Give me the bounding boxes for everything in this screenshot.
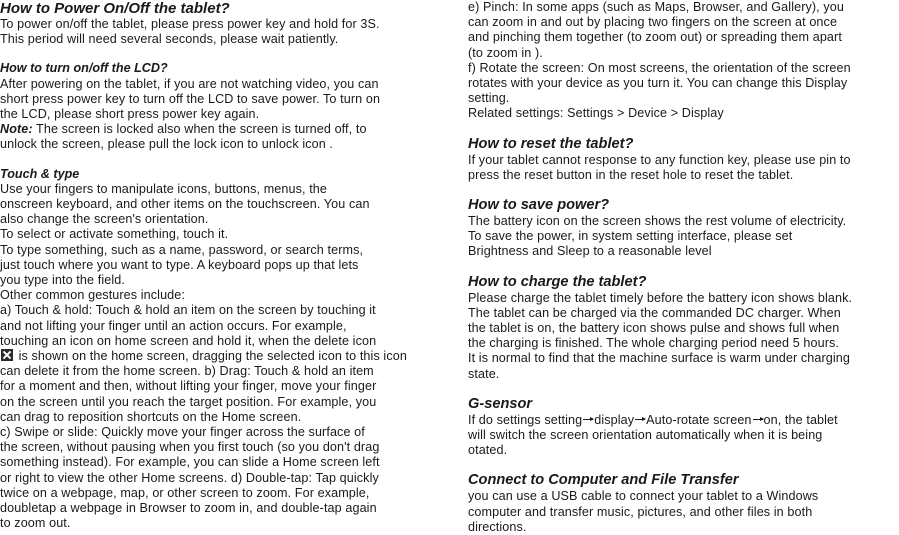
save-line: The battery icon on the screen shows the rest volume of electricity. [468,214,847,229]
reset-line: press the reset button in the reset hole to reset the tablet. [468,167,794,182]
touch-line: or right to view the other Home screens. d) Double-tap: Tap quickly [0,470,379,485]
note-text-2: unlock the screen, please pull the lock icon to unlock icon . [0,137,334,152]
lcd-heading: How to turn on/off the LCD? [0,61,168,76]
gsensor-part: Auto-rotate screen [646,412,752,427]
charge-line: the tablet is on, the battery icon shows pulse and shows full when [468,321,840,336]
gsensor-part: on, the tablet [763,412,838,427]
touch-line: can delete it from the home screen. b) Drag: Touch & hold an item [0,364,374,379]
arrow-right-icon [753,419,763,420]
touch-line: for a moment and then, without lifting your finger, move your finger [0,379,377,394]
delete-icon-line [0,349,432,364]
lcd-text-2: short press power key to turn off the LCD to save power. To turn on [0,91,381,106]
gsensor-part: display [594,412,635,427]
delete-line-text: is shown on the home screen, dragging the selected icon to this icon [15,349,407,364]
connect-line: directions. [468,519,527,534]
reset-line: If your tablet cannot response to any function key, please use pin to [468,152,851,167]
touch-line: Use your fingers to manipulate icons, buttons, menus, the [0,181,328,196]
rotate-line: f) Rotate the screen: On most screens, the orientation of the screen [468,60,851,75]
touch-line: you type into the field. [0,273,125,288]
touch-line: and not lifting your finger until an action occurs. For example, [0,318,347,333]
connect-heading: Connect to Computer and File Transfer [468,472,739,489]
save-line: To save the power, in system setting interface, please set [468,229,793,244]
gsensor-line-1 [468,413,899,428]
note-line-1 [0,122,432,137]
gsensor-part: If do settings setting [468,412,583,427]
charge-line: It is normal to find that the machine surface is warm under charging [468,351,850,366]
touch-line: the screen, without pausing when you first touch (so you don't drag [0,440,380,455]
touch-line: doubletap a webpage in Browser to zoom in, and double-tap again [0,501,377,516]
touch-line: to zoom out. [0,516,71,531]
power-text-2: This period will need several seconds, please wait patiently. [0,32,339,47]
delete-icon [1,349,13,361]
touch-line: twice on a webpage, map, or other screen to zoom. For example, [0,485,370,500]
touch-line: something instead). For example, you can slide a Home screen left [0,455,380,470]
connect-line: you can use a USB cable to connect your tablet to a Windows [468,489,819,504]
lcd-text-3: the LCD, please short press power key again. [0,107,260,122]
gsensor-line-2: will switch the screen orientation automatically when it is being [468,428,823,443]
touch-line: also change the screen's orientation. [0,212,209,227]
pinch-line: can zoom in and out by placing two fingers on the screen at once [468,15,838,30]
left-column [0,0,432,532]
gsensor-line-3: otated. [468,443,508,458]
power-heading: How to Power On/Off the tablet? [0,0,230,17]
touch-line: To select or activate something, touch it. [0,227,229,242]
power-text-1: To power on/off the tablet, please press power key and hold for 3S. [0,17,380,31]
touch-line: on the screen until you reach the target position. For example, you [0,394,377,409]
touch-heading: Touch & type [0,166,80,181]
charge-line: state. [468,366,500,381]
right-column [468,0,899,535]
lcd-text-1: After powering on the tablet, if you are not watching video, you can [0,76,379,91]
charge-heading: How to charge the tablet? [468,273,647,290]
connect-line: computer and transfer music, pictures, and other files in both [468,504,813,519]
touch-line: To type something, such as a name, password, or search terms, [0,242,364,257]
rotate-line: setting. [468,91,510,106]
touch-line: a) Touch & hold: Touch & hold an item on the screen by touching it [0,303,376,318]
note-label: Note: [0,122,33,137]
gsensor-heading: G-sensor [468,395,533,412]
touch-line: c) Swipe or slide: Quickly move your finger across the surface of [0,425,365,440]
touch-line: onscreen keyboard, and other items on the touchscreen. You can [0,197,370,212]
pinch-line: (to zoom in ). [468,45,543,60]
save-line: Brightness and Sleep to a reasonable level [468,244,712,259]
touch-line: Other common gestures include: [0,288,185,303]
touch-line: just touch where you want to type. A keyboard pops up that lets [0,257,359,272]
related-settings-line: Related settings: Settings > Device > Display [468,106,724,121]
note-text-1: The screen is locked also when the screen is turned off, to [32,122,367,137]
charge-line: The tablet can be charged via the commanded DC charger. When [468,305,841,320]
touch-line: touching an icon on home screen and hold it, when the delete icon [0,333,377,348]
pinch-line: and pinching them together (to zoom out) or spreading them apart [468,30,842,45]
charge-line: Please charge the tablet timely before the battery icon shows blank. [468,290,853,305]
arrow-right-icon [635,419,645,420]
arrow-right-icon [583,419,593,420]
touch-line: can drag to reposition shortcuts on the Home screen. [0,409,302,424]
charge-line: the charging is finished. The whole charging period need 5 hours. [468,336,840,351]
reset-heading: How to reset the tablet? [468,135,634,152]
rotate-line: rotates with your device as you turn it. You can change this Display [468,76,848,91]
pinch-line: e) Pinch: In some apps (such as Maps, Browser, and Gallery), you [468,0,844,14]
save-power-heading: How to save power? [468,197,610,214]
